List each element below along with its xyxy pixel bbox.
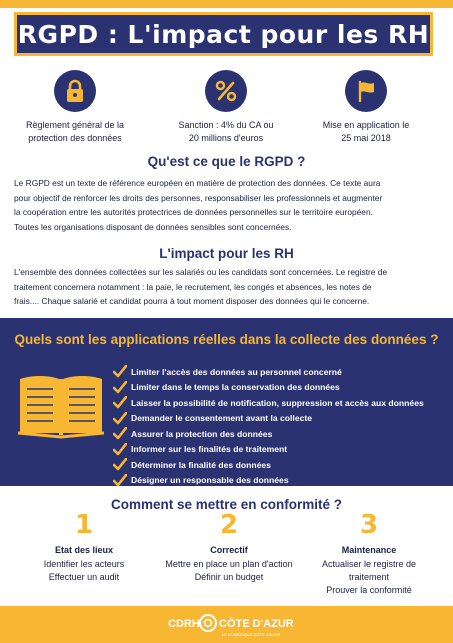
section-title-impact: L'impact pour les RH (159, 246, 294, 261)
logo-left-text: CDRH (168, 618, 200, 630)
applications-title: Quels sont les applications réelles dans la collecte des données ? (14, 332, 439, 347)
section-title-what-is: Qu'est ce que le RGPD ? (147, 154, 306, 169)
checklist-item: Déterminer la finalité des données (113, 457, 443, 473)
step-line: Identifier les acteurs (43, 559, 125, 569)
title-banner (14, 12, 433, 56)
checklist-item: Désigner un responsable des données (113, 473, 443, 489)
open-book-icon (18, 373, 104, 439)
step-title: Maintenance (341, 545, 397, 555)
step-title: Etat des lieux (54, 545, 114, 555)
top-accent-bar (0, 0, 453, 8)
page-title: RGPD : L'impact pour les RH (17, 19, 430, 49)
pillar-label-regulation: Règlement général de la protection des données (25, 120, 125, 143)
check-icon (113, 412, 127, 425)
step-number: 2 (219, 510, 239, 540)
percent-icon (205, 70, 247, 112)
step-line: Effectuer un audit (48, 572, 120, 582)
check-icon (113, 427, 127, 440)
check-icon (113, 381, 127, 394)
step-line: Mettre en place un plan d'action (165, 559, 293, 569)
what-is-paragraph: Le RGPD est un texte de référence européen en matière de protection des données. Ce texte aura pour objectif de renforcer les droits des personnes, responsabiliser les professionnels et augmenter la coopération entre les autorités protectrices de données personnelles sur le territoire européen. Toutes les organisations disposant de données sensibles sont concernées. (14, 178, 383, 232)
step-number: 3 (359, 510, 379, 540)
checklist-item: Limiter dans le temps la conservation des données (113, 380, 443, 396)
pillar-label-sanction: Sanction : 4% du CA ou 20 millions d'euros (178, 120, 274, 143)
step-title: Correctif (210, 545, 248, 555)
checklist-item: Limiter l'accès des données au personnel concerné (113, 364, 443, 380)
checklist-item: Laisser la possibilité de notification, suppression et accès aux données (113, 395, 443, 411)
checklist-item: Informer sur les finalités de traitement (113, 442, 443, 458)
checklist-item: Demander le consentement avant la collecte (113, 411, 443, 427)
pillar-label-date: Mise en application le 25 mai 2018 (322, 120, 410, 143)
step-line: Définir un budget (194, 572, 264, 582)
check-icon (113, 474, 127, 487)
step-line: Actualiser le registre de (321, 559, 417, 569)
step-line: Prouver la conformité (326, 585, 412, 595)
lock-icon (54, 70, 96, 112)
logo-right-text: CÔTE D'AZUR (219, 618, 294, 630)
checklist-item: Assurer la protection des données (113, 426, 443, 442)
flag-icon (345, 70, 387, 112)
applications-checklist (113, 364, 443, 488)
logo-subtext: LE NUMÉRIQUE CÔTE D'AZUR (222, 632, 281, 637)
step-line: traitement (348, 572, 390, 582)
impact-paragraph: L'ensemble des données collectées sur les salariés ou les candidats sont concernées. Le registre de traitement concernera notamment : la paie, le recrutement, les congés et absences, les notes de frais.... Chaque salarié et candidat pourra à tout moment disposer des données qui le concerne. (14, 267, 388, 307)
step-number: 1 (74, 510, 94, 540)
check-icon (113, 458, 127, 471)
section-title-compliance: Comment se mettre en conformité ? (110, 497, 343, 512)
check-icon (113, 396, 127, 409)
cdrh-cote-dazur-logo (160, 610, 300, 640)
check-icon (113, 443, 127, 456)
check-icon (113, 365, 127, 378)
